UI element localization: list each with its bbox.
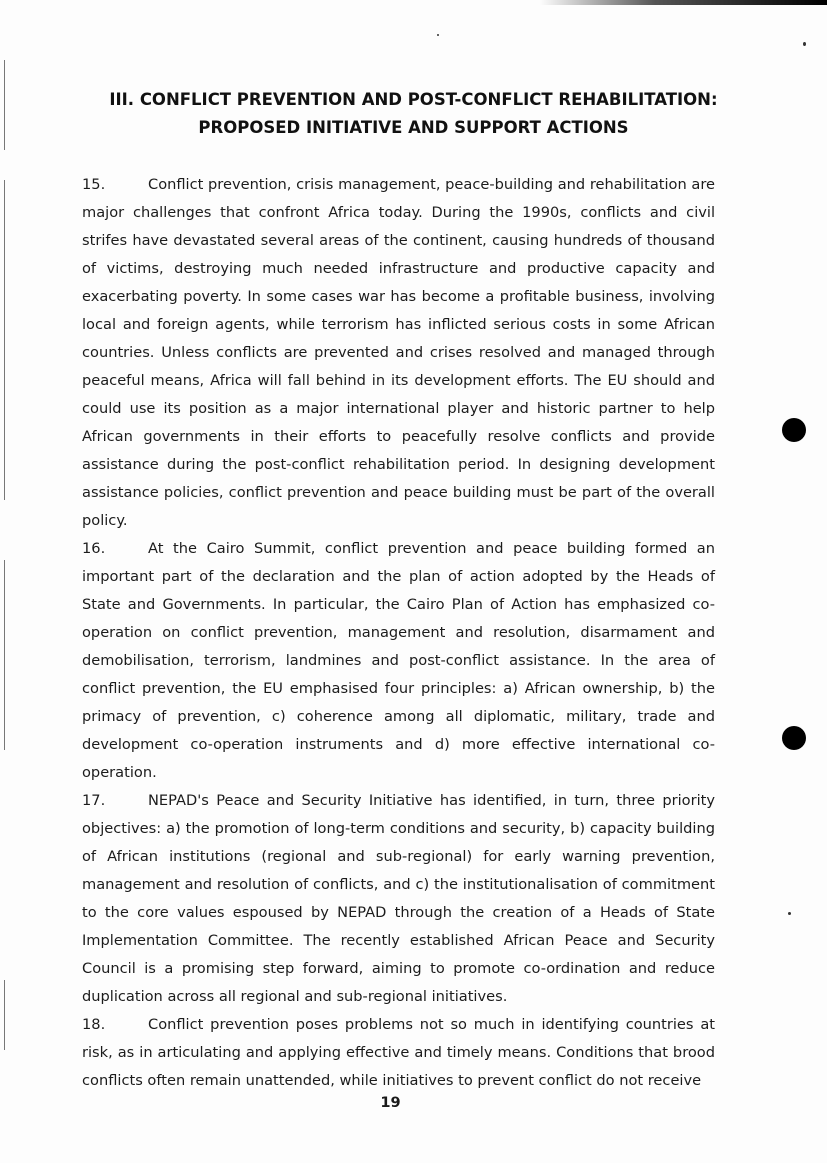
body-text (82, 171, 715, 1095)
scan-left-edge (4, 180, 5, 500)
scan-speck (788, 912, 791, 915)
paragraph-number: 16. (82, 540, 106, 557)
paragraph-15 (82, 171, 715, 535)
paragraph-text: NEPAD's Peace and Security Initiative has identified, in turn, three priority objectives: a) the promotion of long-term conditions and security, b) capacity building of African institutions (regional and sub-regional) for early warning prevention, management and resolution of conflicts, and c) the institutionalisation of commitment to the core values espoused by NEPAD through the creation of a Heads of State Implementation Committee. The recently established African Peace and Security Council is a promising step forward, aiming to promote co-ordination and reduce duplication across all regional and sub-regional initiatives. (82, 792, 715, 1005)
paragraph-18 (82, 1011, 715, 1095)
punch-hole (782, 726, 806, 750)
scan-left-edge (4, 60, 5, 150)
scan-edge-shadow (540, 0, 827, 5)
paragraph-17 (82, 787, 715, 1011)
punch-hole (782, 418, 806, 442)
section-title-line: PROPOSED INITIATIVE AND SUPPORT ACTIONS (198, 118, 629, 137)
paragraph-text: Conflict prevention poses problems not so much in identifying countries at risk, as in articulating and applying effective and timely means. Conditions that brood conflicts often remain unattended, while initiatives to prevent conflict do not receive (82, 1016, 715, 1089)
scan-speck (803, 42, 806, 46)
section-title (60, 86, 767, 142)
section-title-line: III. CONFLICT PREVENTION AND POST-CONFLICT REHABILITATION: (109, 90, 718, 109)
paragraph-16 (82, 535, 715, 787)
paragraph-text: At the Cairo Summit, conflict prevention and peace building formed an important part of the declaration and the plan of action adopted by the Heads of State and Governments. In particular, the Cairo Plan of Action has emphasized co-operation on conflict prevention, management and resolution, disarmament and demobilisation, terrorism, landmines and post-conflict assistance. In the area of conflict prevention, the EU emphasised four principles: a) African ownership, b) the primacy of prevention, c) coherence among all diplomatic, military, trade and development co-operation instruments and d) more effective international co-operation. (82, 540, 715, 781)
paragraph-number: 17. (82, 792, 106, 809)
paragraph-text: Conflict prevention, crisis management, peace-building and rehabilitation are major challenges that confront Africa today. During the 1990s, conflicts and civil strifes have devastated several areas of the continent, causing hundreds of thousand of victims, destroying much needed infrastructure and productive capacity and exacerbating poverty. In some cases war has become a profitable business, involving local and foreign agents, while terrorism has inflicted serious costs in some African countries. Unless conflicts are prevented and crises resolved and managed through peaceful means, Africa will fall behind in its development efforts. The EU should and could use its position as a major international player and historic partner to help African governments in their efforts to peacefully resolve conflicts and provide assistance during the post-conflict rehabilitation period. In designing development assistance policies, conflict prevention and peace building must be part of the overall policy. (82, 176, 715, 529)
scan-speck (437, 34, 439, 36)
page-number: 19 (380, 1094, 401, 1111)
paragraph-number: 18. (82, 1016, 106, 1033)
paragraph-number: 15. (82, 176, 106, 193)
scan-left-edge (4, 560, 5, 750)
scan-left-edge (4, 980, 5, 1050)
